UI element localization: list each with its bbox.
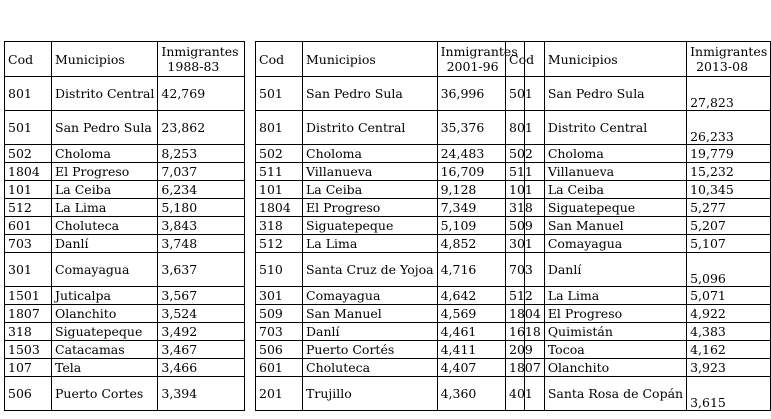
cell-cod: 1501 (5, 287, 52, 305)
cell-value: 4,642 (437, 287, 524, 305)
cell-value: 24,483 (437, 145, 524, 163)
cell-municipio: Danlí (544, 253, 686, 287)
cell-value: 4,716 (437, 253, 524, 287)
table-row (256, 163, 525, 181)
cell-municipio: La Lima (52, 199, 158, 217)
cell-value: 3,467 (158, 341, 245, 359)
cell-cod: 801 (506, 111, 545, 145)
table-row (5, 287, 245, 305)
table-row (506, 217, 771, 235)
cell-value: 3,394 (158, 377, 245, 411)
cell-value: 19,779 (687, 145, 771, 163)
cell-cod: 301 (256, 287, 303, 305)
header-period: 2001-96 (446, 59, 499, 74)
cell-cod: 101 (256, 181, 303, 199)
table-row (506, 111, 771, 145)
cell-cod: 501 (256, 77, 303, 111)
cell-cod: 1807 (5, 305, 52, 323)
cell-cod: 501 (506, 77, 545, 111)
table-row (5, 181, 245, 199)
table-row (5, 163, 245, 181)
header-inmigrantes (158, 42, 245, 77)
table-row (256, 111, 525, 145)
cell-municipio: La Ceiba (52, 181, 158, 199)
cell-municipio: Siguatepeque (52, 323, 158, 341)
cell-municipio: San Manuel (544, 217, 686, 235)
table-row (256, 287, 525, 305)
cell-value: 6,234 (158, 181, 245, 199)
cell-municipio: Distrito Central (52, 77, 158, 111)
cell-municipio: La Lima (544, 287, 686, 305)
cell-municipio: Choluteca (52, 217, 158, 235)
cell-value: 4,852 (437, 235, 524, 253)
cell-municipio: El Progreso (303, 199, 438, 217)
cell-cod: 201 (256, 377, 303, 411)
cell-cod: 318 (256, 217, 303, 235)
cell-municipio: Catacamas (52, 341, 158, 359)
cell-municipio: Distrito Central (303, 111, 438, 145)
cell-municipio: Choluteca (303, 359, 438, 377)
table-row (506, 341, 771, 359)
cell-cod: 1804 (256, 199, 303, 217)
cell-cod: 512 (5, 199, 52, 217)
immigrants-table-1988-83 (4, 41, 245, 411)
cell-value: 26,233 (687, 111, 771, 145)
cell-cod: 502 (5, 145, 52, 163)
table-row (506, 77, 771, 111)
cell-value: 5,071 (687, 287, 771, 305)
cell-municipio: Tela (52, 359, 158, 377)
cell-municipio: El Progreso (544, 305, 686, 323)
cell-value: 15,232 (687, 163, 771, 181)
cell-cod: 601 (256, 359, 303, 377)
cell-cod: 401 (506, 377, 545, 411)
cell-value: 3,843 (158, 217, 245, 235)
cell-value: 4,407 (437, 359, 524, 377)
cell-municipio: La Ceiba (544, 181, 686, 199)
table-row (256, 145, 525, 163)
cell-value: 3,492 (158, 323, 245, 341)
cell-municipio: Danlí (303, 323, 438, 341)
cell-cod: 510 (256, 253, 303, 287)
table-row (506, 199, 771, 217)
cell-municipio: La Lima (303, 235, 438, 253)
cell-value: 5,277 (687, 199, 771, 217)
cell-value: 3,466 (158, 359, 245, 377)
header-inmigrantes-label: Inmigrantes (440, 44, 518, 59)
cell-cod: 1804 (506, 305, 545, 323)
table-row (506, 377, 771, 411)
table-row (5, 199, 245, 217)
table-row (256, 341, 525, 359)
cell-cod: 601 (5, 217, 52, 235)
cell-cod: 318 (506, 199, 545, 217)
table-row (506, 181, 771, 199)
cell-value: 7,349 (437, 199, 524, 217)
cell-value: 4,383 (687, 323, 771, 341)
cell-municipio: Distrito Central (544, 111, 686, 145)
cell-value: 5,207 (687, 217, 771, 235)
table-row (5, 77, 245, 111)
cell-municipio: Puerto Cortes (52, 377, 158, 411)
cell-municipio: Comayagua (544, 235, 686, 253)
header-inmigrantes-label: Inmigrantes (690, 44, 768, 59)
cell-municipio: Villanueva (303, 163, 438, 181)
cell-value: 4,411 (437, 341, 524, 359)
table-row (5, 359, 245, 377)
cell-municipio: Siguatepeque (544, 199, 686, 217)
cell-municipio: Choloma (52, 145, 158, 163)
cell-cod: 101 (506, 181, 545, 199)
cell-cod: 511 (256, 163, 303, 181)
header-period: 1988-83 (167, 59, 220, 74)
cell-municipio: Puerto Cortés (303, 341, 438, 359)
cell-municipio: Tocoa (544, 341, 686, 359)
cell-cod: 1503 (5, 341, 52, 359)
cell-cod: 801 (5, 77, 52, 111)
cell-municipio: Siguatepeque (303, 217, 438, 235)
cell-municipio: Olanchito (52, 305, 158, 323)
cell-cod: 502 (506, 145, 545, 163)
header-period: 2013-08 (696, 59, 749, 74)
cell-value: 35,376 (437, 111, 524, 145)
cell-municipio: Choloma (303, 145, 438, 163)
cell-value: 3,615 (687, 377, 771, 411)
cell-municipio: Juticalpa (52, 287, 158, 305)
table-row (5, 111, 245, 145)
table-row (5, 217, 245, 235)
header-municipios: Municipios (544, 42, 686, 77)
table-row (506, 287, 771, 305)
table-row (5, 253, 245, 287)
immigrants-table-2001-96 (255, 41, 525, 411)
cell-cod: 101 (5, 181, 52, 199)
table-row (256, 377, 525, 411)
cell-value: 16,709 (437, 163, 524, 181)
cell-municipio: Danlí (52, 235, 158, 253)
table-row (5, 323, 245, 341)
cell-cod: 512 (506, 287, 545, 305)
cell-value: 4,922 (687, 305, 771, 323)
cell-cod: 703 (5, 235, 52, 253)
cell-cod: 512 (256, 235, 303, 253)
header-cod: Cod (256, 42, 303, 77)
cell-cod: 1804 (5, 163, 52, 181)
cell-cod: 107 (5, 359, 52, 377)
cell-value: 8,253 (158, 145, 245, 163)
cell-cod: 1618 (506, 323, 545, 341)
cell-municipio: Olanchito (544, 359, 686, 377)
cell-cod: 801 (256, 111, 303, 145)
table-row (256, 77, 525, 111)
cell-value: 36,996 (437, 77, 524, 111)
table-row (506, 145, 771, 163)
table-row (5, 145, 245, 163)
table-row (506, 163, 771, 181)
cell-municipio: Comayagua (303, 287, 438, 305)
cell-value: 9,128 (437, 181, 524, 199)
cell-value: 5,107 (687, 235, 771, 253)
cell-value: 3,637 (158, 253, 245, 287)
table-row (256, 359, 525, 377)
cell-value: 5,180 (158, 199, 245, 217)
cell-value: 4,569 (437, 305, 524, 323)
table-row (256, 253, 525, 287)
cell-value: 27,823 (687, 77, 771, 111)
cell-cod: 1807 (506, 359, 545, 377)
cell-value: 10,345 (687, 181, 771, 199)
header-cod: Cod (5, 42, 52, 77)
cell-cod: 301 (506, 235, 545, 253)
cell-cod: 506 (256, 341, 303, 359)
cell-cod: 703 (256, 323, 303, 341)
cell-value: 3,567 (158, 287, 245, 305)
cell-municipio: Santa Rosa de Copán (544, 377, 686, 411)
cell-municipio: Santa Cruz de Yojoa (303, 253, 438, 287)
table-row (256, 199, 525, 217)
cell-value: 7,037 (158, 163, 245, 181)
table-row (256, 323, 525, 341)
cell-cod: 511 (506, 163, 545, 181)
cell-value: 3,524 (158, 305, 245, 323)
cell-cod: 502 (256, 145, 303, 163)
header-municipios: Municipios (52, 42, 158, 77)
cell-value: 5,096 (687, 253, 771, 287)
cell-municipio: Comayagua (52, 253, 158, 287)
cell-municipio: La Ceiba (303, 181, 438, 199)
cell-cod: 301 (5, 253, 52, 287)
table-row (506, 253, 771, 287)
cell-value: 4,162 (687, 341, 771, 359)
table-row (256, 217, 525, 235)
table-row (506, 359, 771, 377)
table-row (5, 377, 245, 411)
table-row (506, 235, 771, 253)
cell-cod: 509 (256, 305, 303, 323)
table-row (506, 323, 771, 341)
header-cod: Cod (506, 42, 545, 77)
table-row (5, 305, 245, 323)
cell-municipio: San Pedro Sula (303, 77, 438, 111)
cell-value: 42,769 (158, 77, 245, 111)
cell-value: 5,109 (437, 217, 524, 235)
cell-cod: 318 (5, 323, 52, 341)
cell-cod: 703 (506, 253, 545, 287)
cell-cod: 506 (5, 377, 52, 411)
cell-cod: 501 (5, 111, 52, 145)
table-row (506, 305, 771, 323)
cell-municipio: San Manuel (303, 305, 438, 323)
cell-value: 3,748 (158, 235, 245, 253)
table-row (5, 341, 245, 359)
cell-municipio: Choloma (544, 145, 686, 163)
cell-municipio: Quimistán (544, 323, 686, 341)
cell-cod: 509 (506, 217, 545, 235)
cell-municipio: San Pedro Sula (544, 77, 686, 111)
table-row (256, 235, 525, 253)
cell-municipio: Trujillo (303, 377, 438, 411)
table-row (256, 181, 525, 199)
table-row (5, 235, 245, 253)
cell-municipio: Villanueva (544, 163, 686, 181)
cell-value: 23,862 (158, 111, 245, 145)
cell-value: 4,461 (437, 323, 524, 341)
header-municipios: Municipios (303, 42, 438, 77)
header-inmigrantes-label: Inmigrantes (161, 44, 239, 59)
cell-municipio: San Pedro Sula (52, 111, 158, 145)
cell-municipio: El Progreso (52, 163, 158, 181)
cell-cod: 209 (506, 341, 545, 359)
table-row (256, 305, 525, 323)
cell-value: 3,923 (687, 359, 771, 377)
header-inmigrantes (687, 42, 771, 77)
cell-value: 4,360 (437, 377, 524, 411)
immigrants-table-2013-08 (505, 41, 771, 411)
